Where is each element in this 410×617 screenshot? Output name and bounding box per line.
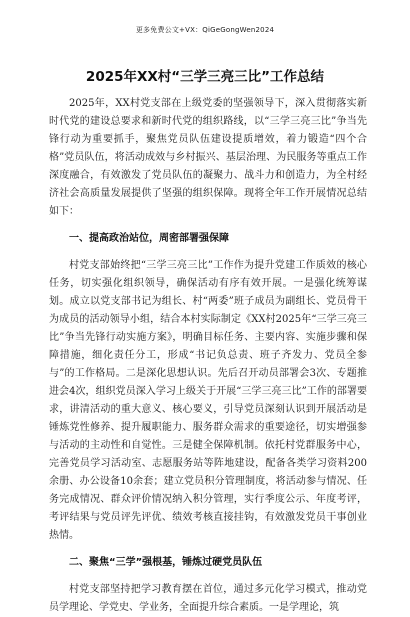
section-2-paragraph: 村党支部坚持把学习教育摆在首位，通过多元化学习模式，推动党员学理论、学党史、学业务，全面提升综合素质。一是学理论，筑 xyxy=(49,584,367,613)
section-1-paragraph: 村党支部始终把“三学三亮三比”工作作为提升党建工作质效的核心任务，切实强化组织领导，确保活动有序有效开展。一是强化统筹谋划。成立以党支部书记为组长、村“两委”班子成员为副组长、党员骨干为成员的活动领导小组，结合本村实际制定《XX村2025年“三学三亮三比”争当先锋行动实施方案》，明确目标任务、主要内容、实施步骤和保障措施，细化责任分工，形成“书记负总责、班子齐发力、党员全参与”的工作格局。二是深化思想认识。先后召开动员部署会3次、专题推进会4次，组织党员深入学习上级关于开展“三学三亮三比”工作的部署要求，讲清活动的重大意义、核心要义，引导党员深刻认识到开展活动是锤炼党性修养、提升履职能力、服务群众需求的重要途径，切实增强参与活动的主动性和自觉性。三是健全保障机制。依托村党群服务中心，完善党员学习活动室、志愿服务站等阵地建设，配备各类学习资料200余册、办公设备10余套；建立党员积分管理制度，将活动参与情况、任务完成情况、群众评价情况纳入积分管理，实行季度公示、年度考评，考评结果与党员评先评优、绩效考核直接挂钩，有效激发党员干事创业热情。 xyxy=(49,260,367,541)
document-body xyxy=(49,95,367,617)
document-title: 2025年XX村“三学三亮三比”工作总结 xyxy=(85,69,325,85)
section-2-heading: 二、聚焦“三学”强根基，锤炼过硬党员队伍 xyxy=(69,557,263,568)
intro-paragraph: 2025年，XX村党支部在上级党委的坚强领导下，深入贯彻落实新时代党的建设总要求和新时代党的组织路线，以“三学三亮三比”争当先锋行动为重要抓手，聚焦党员队伍建设提质增效，着力锻造“四个合格”党员队伍，将活动成效与乡村振兴、基层治理、为民服务等重点工作深度融合，有效激发了党员队伍的凝聚力、战斗力和创造力，为全村经济社会高质量发展提供了坚强的组织保障。现将全年工作开展情况总结如下： xyxy=(49,98,367,217)
header-note: 更多免费公文+VX：QiGeGongWen2024 xyxy=(135,26,275,34)
section-1-heading: 一、提高政治站位，周密部署强保障 xyxy=(69,233,229,244)
